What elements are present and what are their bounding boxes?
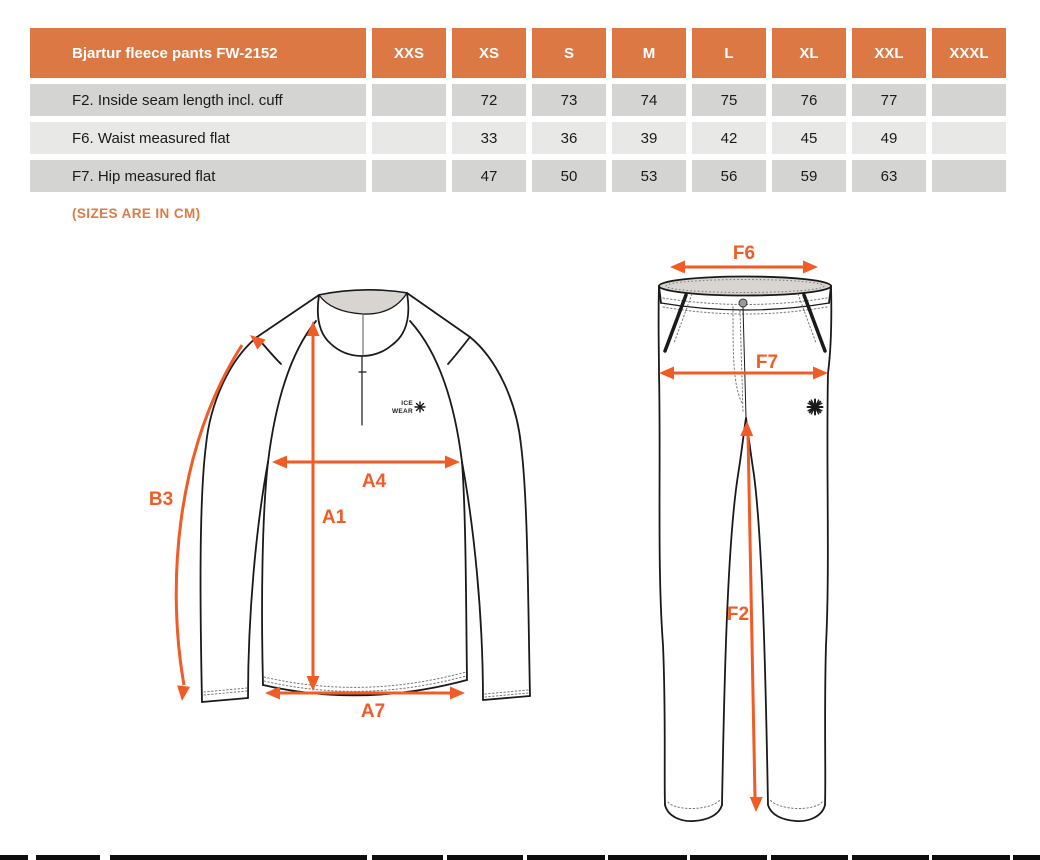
table-row-f7 bbox=[30, 160, 1006, 192]
border-segment bbox=[852, 855, 929, 860]
size-chart-table bbox=[24, 22, 1012, 198]
logo-text-ice: ICE bbox=[401, 400, 413, 407]
cuff-stitch bbox=[485, 690, 528, 694]
measurement-label-f7: F7 bbox=[755, 352, 779, 373]
right-raglan-seam bbox=[410, 321, 462, 462]
measurement-arrow-b3 bbox=[176, 345, 242, 685]
size-header-m: M bbox=[612, 28, 686, 78]
border-segment bbox=[608, 855, 687, 860]
center-front-seam bbox=[743, 307, 746, 417]
arrowhead bbox=[659, 367, 674, 380]
fly-stitch bbox=[740, 311, 743, 413]
value-cell: 73 bbox=[532, 84, 606, 116]
value-cell: 36 bbox=[532, 122, 606, 154]
value-cell: 72 bbox=[452, 84, 526, 116]
right-shoulder-seam bbox=[407, 293, 470, 337]
value-cell: 39 bbox=[612, 122, 686, 154]
arrowhead bbox=[176, 685, 190, 701]
size-header-xxs: XXS bbox=[372, 28, 446, 78]
row-label-cell: F6. Waist measured flat bbox=[30, 122, 366, 154]
value-cell: 63 bbox=[852, 160, 926, 192]
border-segment bbox=[0, 855, 28, 860]
value-cell: 49 bbox=[852, 122, 926, 154]
body-right-edge bbox=[462, 462, 467, 680]
left-cuff bbox=[202, 698, 248, 702]
size-header-xxxl: XXXL bbox=[932, 28, 1006, 78]
hem-stitch bbox=[668, 800, 720, 809]
size-header-l: L bbox=[692, 28, 766, 78]
value-cell bbox=[372, 84, 446, 116]
measurement-label-a7: A7 bbox=[360, 701, 386, 722]
logo-text-wear: WEAR bbox=[391, 408, 413, 415]
measurement-label-a4: A4 bbox=[361, 471, 387, 492]
table-header-row bbox=[30, 28, 1006, 78]
border-segment bbox=[1013, 855, 1040, 860]
left-raglan-seam bbox=[268, 321, 316, 462]
arrowhead bbox=[750, 797, 763, 812]
border-segment bbox=[690, 855, 767, 860]
border-segment bbox=[447, 855, 523, 860]
border-segment bbox=[527, 855, 605, 860]
border-segment bbox=[110, 855, 367, 860]
snowflake-icon bbox=[808, 400, 823, 415]
value-cell bbox=[372, 160, 446, 192]
table-row-f2 bbox=[30, 84, 1006, 116]
size-header-xs: XS bbox=[452, 28, 526, 78]
fly-j-stitch bbox=[733, 307, 742, 403]
right-armhole-seam bbox=[448, 337, 470, 364]
table-row-f6 bbox=[30, 122, 1006, 154]
border-segment bbox=[36, 855, 100, 860]
arrowhead bbox=[307, 321, 320, 336]
value-cell: 59 bbox=[772, 160, 846, 192]
value-cell bbox=[372, 122, 446, 154]
hem-stitch bbox=[264, 672, 466, 687]
measurement-label-f2: F2 bbox=[726, 604, 750, 625]
right-leg-hem bbox=[768, 805, 825, 821]
waist-button bbox=[739, 299, 747, 307]
logo-snowflake-icon bbox=[415, 402, 425, 412]
hem-stitch bbox=[264, 676, 466, 691]
hem-stitch bbox=[770, 800, 822, 809]
size-header-s: S bbox=[532, 28, 606, 78]
cuff-stitch bbox=[204, 691, 247, 695]
left-leg-hem bbox=[665, 805, 722, 821]
sizes-unit-note: (SIZES ARE IN CM) bbox=[72, 206, 201, 221]
measurement-label-b3: B3 bbox=[148, 489, 174, 510]
value-cell: 76 bbox=[772, 84, 846, 116]
value-cell bbox=[932, 84, 1006, 116]
value-cell: 33 bbox=[452, 122, 526, 154]
arrowhead bbox=[670, 261, 685, 274]
right-outer-edge bbox=[825, 286, 831, 805]
value-cell: 56 bbox=[692, 160, 766, 192]
arrowhead bbox=[272, 456, 287, 469]
value-cell: 50 bbox=[532, 160, 606, 192]
border-segment bbox=[932, 855, 1010, 860]
value-cell: 42 bbox=[692, 122, 766, 154]
value-cell: 74 bbox=[612, 84, 686, 116]
row-label-cell: F7. Hip measured flat bbox=[30, 160, 366, 192]
measurement-label-f6: F6 bbox=[732, 243, 756, 264]
arrowhead bbox=[740, 421, 753, 436]
pants-diagram bbox=[630, 245, 860, 825]
icewear-logo bbox=[392, 400, 425, 415]
arrowhead bbox=[265, 687, 280, 700]
measurement-label-a1: A1 bbox=[321, 507, 347, 528]
border-segment bbox=[771, 855, 848, 860]
arrowhead bbox=[445, 456, 460, 469]
value-cell bbox=[932, 160, 1006, 192]
size-chart bbox=[24, 22, 1012, 198]
row-label-cell: F2. Inside seam length incl. cuff bbox=[30, 84, 366, 116]
fleece-top-diagram bbox=[130, 265, 570, 735]
size-header-xl: XL bbox=[772, 28, 846, 78]
arrowhead bbox=[803, 261, 818, 274]
left-outer-edge bbox=[659, 286, 665, 805]
value-cell: 77 bbox=[852, 84, 926, 116]
value-cell: 75 bbox=[692, 84, 766, 116]
value-cell: 53 bbox=[612, 160, 686, 192]
left-pocket-opening bbox=[665, 295, 686, 351]
cuff-stitch bbox=[204, 688, 247, 692]
size-header-xxl: XXL bbox=[852, 28, 926, 78]
arrowhead bbox=[450, 687, 465, 700]
arrowhead bbox=[813, 367, 828, 380]
value-cell: 47 bbox=[452, 160, 526, 192]
product-name-cell: Bjartur fleece pants FW-2152 bbox=[30, 28, 366, 78]
value-cell: 45 bbox=[772, 122, 846, 154]
right-sleeve-outer bbox=[470, 337, 530, 696]
value-cell bbox=[932, 122, 1006, 154]
border-segment bbox=[372, 855, 443, 860]
right-pocket-opening bbox=[804, 295, 825, 351]
